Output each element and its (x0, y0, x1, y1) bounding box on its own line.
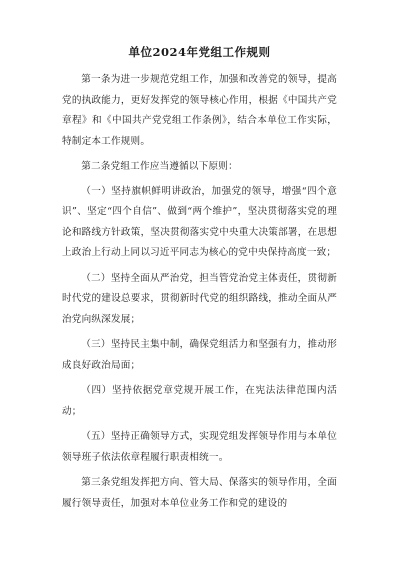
paragraph-principle-3: （三）坚持民主集中制，确保党组活力和坚强有力，推动形成良好政治局面； (62, 339, 337, 371)
paragraph-principle-2: （二）坚持全面从严治党，担当管党治党主体责任，贯彻新时代党的建设总要求，贯彻新时代党的组织路线，推动全面从严治党向纵深发展； (62, 272, 337, 325)
paragraph-principle-5: （五）坚持正确领导方式，实现党组发挥领导作用与本单位领导班子依法依章程履行职责相统一。 (62, 431, 337, 463)
paragraph-article-1: 第一条为进一步规范党组工作，加强和改善党的领导，提高党的执政能力，更好发挥党的领导核心作用，根据《中国共产党章程》和《中国共产党党组工作条例》，结合本单位工作实际，特制定本工作规则。 (62, 74, 337, 147)
paragraph-principle-4: （四）坚持依据党章党规开展工作，在宪法法律范围内活动； (62, 385, 337, 417)
paragraph-article-2: 第二条党组工作应当遵循以下原则： (81, 161, 238, 172)
paragraph-principle-1: （一）坚持旗帜鲜明讲政治，加强党的领导，增强“四个意识”、坚定“四个自信”、做到“两个维护”，坚决贯彻落实党的理论和路线方针政策，坚决贯彻落实党中央重大决策部署，在思想上政治上行动上同以习近平同志为核心的党中央保持高度一致； (62, 185, 337, 258)
document-title: 单位2024年党组工作规则 (128, 45, 271, 59)
paragraph-article-3: 第三条党组发挥把方向、管大局、保落实的领导作用，全面履行领导责任，加强对本单位业务工作和党的建设的 (62, 477, 337, 509)
